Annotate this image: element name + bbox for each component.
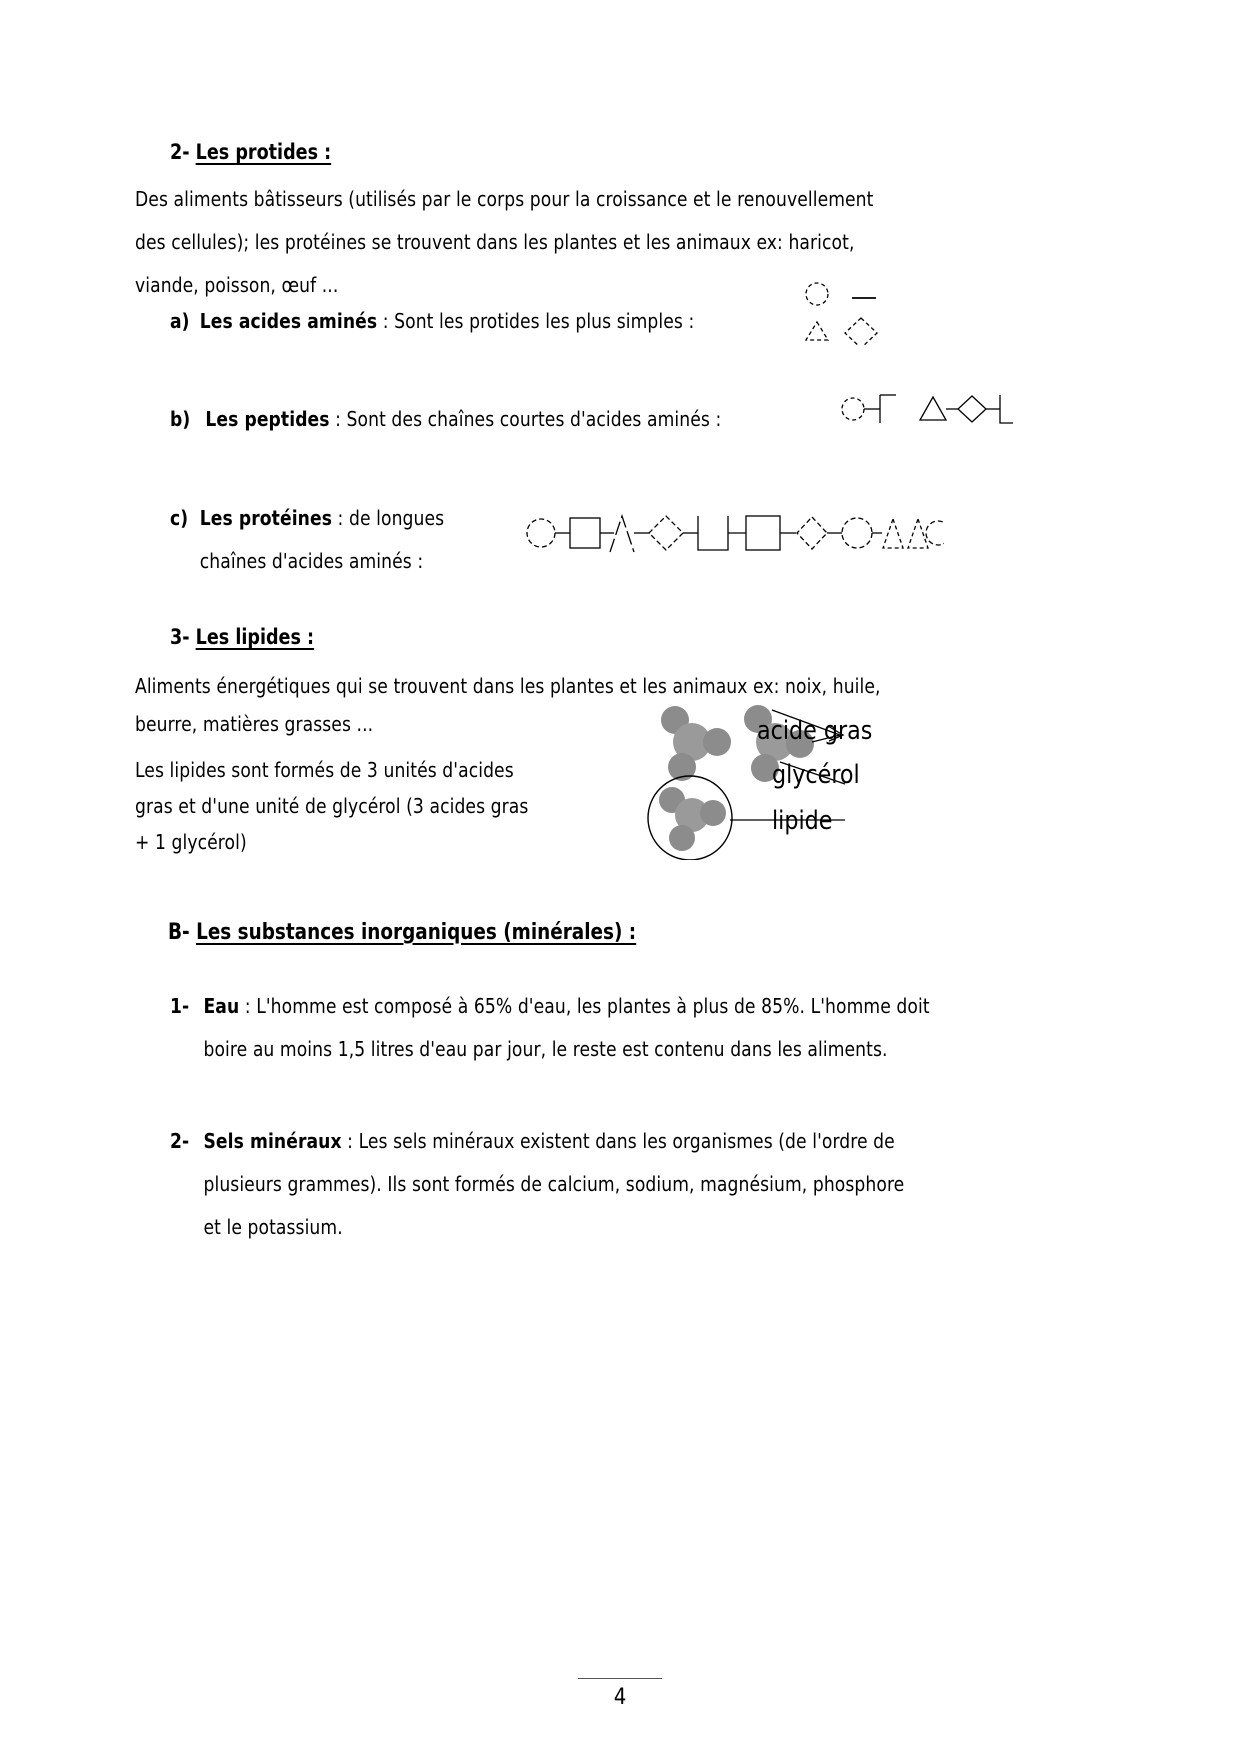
list-body-b [205,398,728,441]
term-eau: Eau [203,994,240,1018]
list-body-sels [203,1120,914,1249]
figure-peptide-chain [838,392,1018,440]
list-marker-sels: 2- [170,1129,190,1153]
list-body-a [200,300,756,343]
term-acides-amines: Les acides aminés [199,309,378,333]
term-proteines: Les protéines [199,506,333,530]
list-marker-b: b) [170,407,191,431]
list-item-sels-mineraux [170,1120,914,1249]
list-marker-a: a) [170,309,190,333]
list-body-eau [203,985,941,1071]
heading-inorganiques-title: Les substances inorganiques (minérales) : [196,920,637,945]
page-number: 4 [613,1685,627,1710]
term-proteines-rest: : de longues chaînes d'acides aminés : [199,506,450,573]
list-marker-eau: 1- [170,994,190,1018]
figure-label-acide-gras: acide gras [757,716,873,746]
heading-lipides-title: Les lipides : [195,625,315,649]
heading-protides [170,140,331,164]
list-item-proteines [170,497,477,583]
paragraph-protides-intro: Des aliments bâtisseurs (utilisés par le corps pour la croissance et le renouvellement des cellules); les protéines se trouvent dans les plantes et les animaux ex: haricot, viande, poisson, œuf ... [135,187,880,297]
figure-label-glycerol: glycérol [772,760,860,790]
heading-protides-number: 2- [170,140,190,164]
list-item-eau [170,985,942,1071]
term-peptides: Les peptides [205,407,330,431]
heading-lipides [170,625,314,649]
paragraph-lipides-body: Les lipides sont formés de 3 unités d'acides gras et d'une unité de glycérol (3 acides gras + 1 glycérol) [135,758,534,854]
figure-label-lipide: lipide [772,806,833,836]
paragraph-lipides-intro: Aliments énergétiques qui se trouvent dans les plantes et les animaux ex: noix, huile, beurre, matières grasses ... [135,674,887,736]
term-acides-amines-rest: : Sont les protides les plus simples : [377,309,695,333]
term-sels-mineraux: Sels minéraux [203,1129,342,1153]
footer-rule [578,1678,662,1679]
list-marker-c: c) [170,506,189,530]
figure-protein-chain [524,508,944,562]
term-sels-mineraux-rest: : Les sels minéraux existent dans les organismes (de l'ordre de plusieurs grammes). Ils sont formés de calcium, sodium, magnésium, phosphore et le potassium. [203,1129,910,1239]
list-item-acides-amines [170,300,756,343]
term-eau-rest: : L'homme est composé à 65% d'eau, les plantes à plus de 85%. L'homme doit boire au moins 1,5 litres d'eau par jour, le reste est contenu dans les aliments. [203,994,936,1061]
list-item-peptides [170,398,728,441]
list-body-c [200,497,477,583]
heading-lipides-number: 3- [170,625,190,649]
heading-inorganiques-number: B- [168,920,190,945]
heading-inorganiques [168,920,636,945]
heading-protides-title: Les protides : [195,140,332,164]
page-footer [0,1678,1240,1710]
figure-amino-acid-shapes [800,278,890,350]
term-peptides-rest: : Sont des chaînes courtes d'acides aminés : [329,407,722,431]
